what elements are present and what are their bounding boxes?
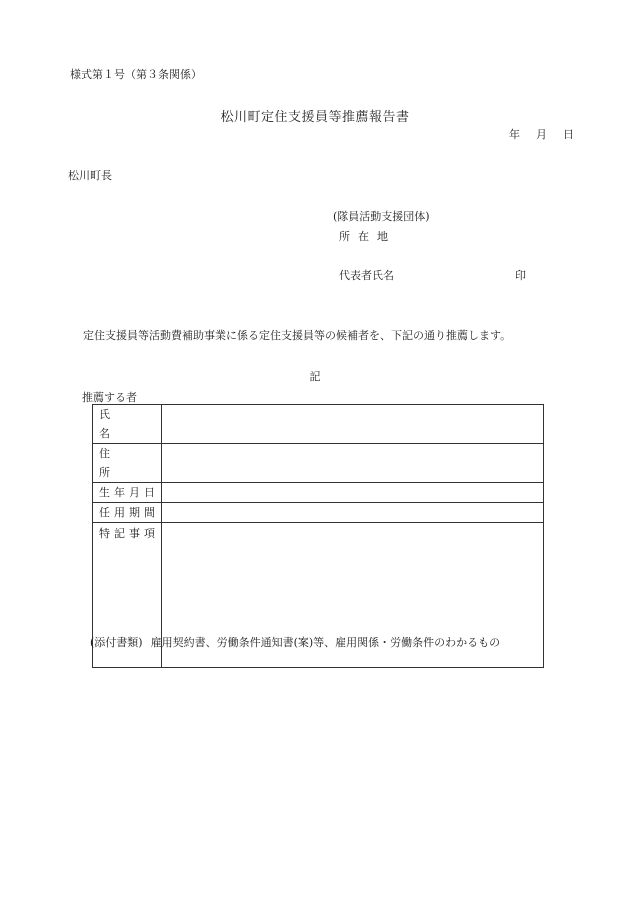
body-text: 定住支援員等活動費補助事業に係る定住支援員等の候補者を、下記の通り推薦します。 — [83, 329, 512, 342]
date-month: 月 — [536, 128, 547, 141]
table-row — [93, 405, 544, 444]
document-title: 松川町定住支援員等推薦報告書 — [220, 110, 410, 125]
attachments-note — [90, 634, 500, 650]
address-field[interactable] — [162, 444, 544, 483]
row-label-term: 任用期間 — [93, 503, 162, 523]
attachments-label: (添付書類) — [90, 636, 143, 649]
form-number: 様式第１号（第３条関係） — [70, 68, 202, 81]
birthdate-field[interactable] — [162, 483, 544, 503]
candidate-table — [92, 404, 544, 668]
name-field[interactable] — [162, 405, 544, 444]
organization-label: (隊員活動支援団体) — [333, 210, 430, 223]
row-label-address: 住所 — [93, 444, 162, 483]
table-row — [93, 483, 544, 503]
section-label: 推薦する者 — [82, 391, 137, 404]
date-line — [509, 126, 574, 142]
table-row — [93, 503, 544, 523]
address-label: 所在地 — [339, 230, 396, 243]
term-field[interactable] — [162, 503, 544, 523]
row-label-birthdate: 生年月日 — [93, 483, 162, 503]
representative-label: 代表者氏名 — [339, 269, 394, 282]
table-row — [93, 444, 544, 483]
ki-heading: 記 — [309, 370, 321, 383]
row-label-name: 氏名 — [93, 405, 162, 444]
row-label-remarks: 特記事項 — [93, 523, 162, 668]
seal-mark: 印 — [515, 269, 526, 282]
date-day: 日 — [563, 128, 574, 141]
addressee: 松川町長 — [68, 169, 112, 182]
date-year: 年 — [509, 128, 520, 141]
attachments-text: 雇用契約書、労働条件通知書(案)等、雇用関係・労働条件のわかるもの — [150, 636, 501, 649]
